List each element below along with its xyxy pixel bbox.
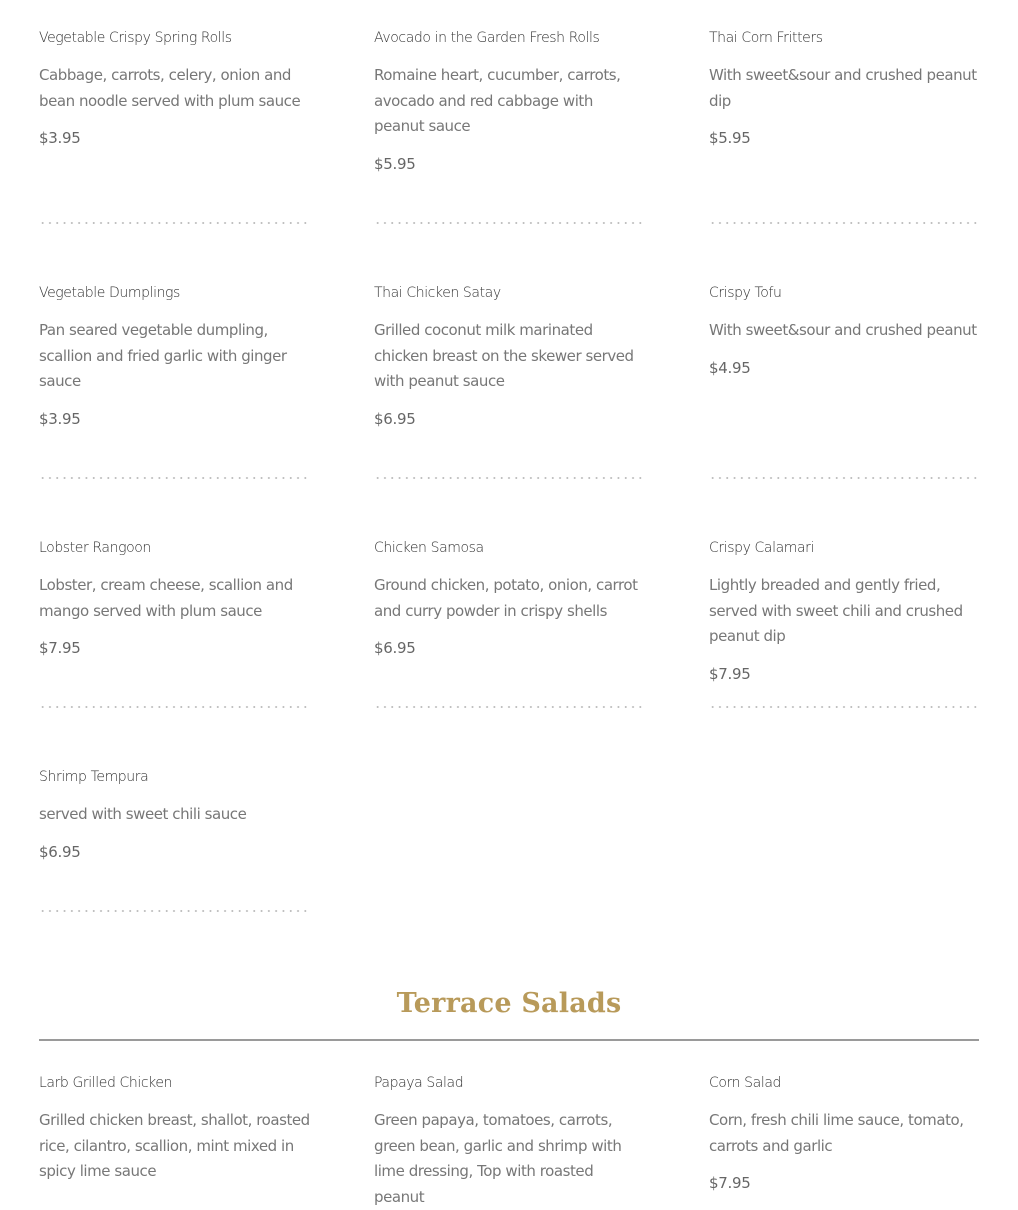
menu-item-description: Lobster, cream cheese, scallion and mango served with plum sauce xyxy=(39,576,293,620)
menu-item xyxy=(39,283,311,429)
menu-item-description: Corn, fresh chili lime sauce, tomato, carrots and garlic xyxy=(709,1111,964,1155)
menu-item-price: $4.95 xyxy=(709,358,751,377)
menu-item-price: $5.95 xyxy=(709,129,751,147)
menu-item-description: Cabbage, carrots, celery, onion and bean noodle served with plum sauce xyxy=(39,66,301,110)
menu-item-name: Crispy Tofu xyxy=(709,285,782,301)
dotted-divider xyxy=(374,477,644,479)
section-title: Terrace Salads xyxy=(396,988,622,1019)
menu-item-description: Green papaya, tomatoes, carrots, green bean, garlic and shrimp with lime dressing, Top with roasted peanut xyxy=(374,1111,622,1206)
menu-item-price: $7.95 xyxy=(709,1174,751,1192)
menu-item-description: With sweet&sour and crushed peanut xyxy=(709,321,977,339)
menu-item xyxy=(709,28,981,148)
menu-item-price: $7.95 xyxy=(39,639,81,657)
menu-item-description: served with sweet chili sauce xyxy=(39,805,247,823)
menu-item xyxy=(374,1073,646,1210)
menu-item xyxy=(39,28,311,148)
menu-item-description: With sweet&sour and crushed peanut dip xyxy=(709,66,977,110)
menu-item-name: Crispy Calamari xyxy=(709,540,815,556)
menu-item-price: $5.95 xyxy=(374,154,416,173)
menu-item xyxy=(709,283,981,378)
menu-item xyxy=(374,283,646,429)
dotted-divider xyxy=(709,706,979,708)
menu-item xyxy=(39,538,311,658)
menu-item-price: $6.95 xyxy=(374,639,416,657)
dotted-divider xyxy=(39,222,309,224)
menu-item-name: Vegetable Dumplings xyxy=(39,285,180,301)
menu-item-description: Lightly breaded and gently fried, served with sweet chili and crushed peanut dip xyxy=(709,576,963,645)
menu-item xyxy=(39,767,311,862)
menu-item-price: $3.95 xyxy=(39,409,81,428)
menu-item-price: $6.95 xyxy=(374,409,416,428)
menu-item-price: $6.95 xyxy=(39,842,81,861)
menu-item-description: Grilled coconut milk marinated chicken breast on the skewer served with peanut sauce xyxy=(374,321,634,390)
menu-item-description: Romaine heart, cucumber, carrots, avocado and red cabbage with peanut sauce xyxy=(374,66,621,135)
menu-item-name: Vegetable Crispy Spring Rolls xyxy=(39,30,232,46)
menu-item-description: Ground chicken, potato, onion, carrot and curry powder in crispy shells xyxy=(374,576,638,620)
dotted-divider xyxy=(374,706,644,708)
menu-item-name: Thai Corn Fritters xyxy=(709,30,823,46)
menu-item-name: Larb Grilled Chicken xyxy=(39,1075,173,1091)
menu-item xyxy=(709,1073,981,1193)
menu-item-description: Grilled chicken breast, shallot, roasted rice, cilantro, scallion, mint mixed in spicy lime sauce xyxy=(39,1111,310,1180)
dotted-divider xyxy=(39,477,309,479)
menu-item xyxy=(709,538,981,684)
menu-item-price: $3.95 xyxy=(39,129,81,147)
menu-item-name: Lobster Rangoon xyxy=(39,540,151,556)
menu-item-name: Avocado in the Garden Fresh Rolls xyxy=(374,30,600,46)
menu-item-description: Pan seared vegetable dumpling, scallion and fried garlic with ginger sauce xyxy=(39,321,287,390)
dotted-divider xyxy=(39,910,309,912)
menu-item xyxy=(39,1073,311,1185)
menu-item-name: Shrimp Tempura xyxy=(39,769,149,785)
menu-item-price: $7.95 xyxy=(709,664,751,683)
menu-item xyxy=(374,538,646,658)
menu-item-name: Thai Chicken Satay xyxy=(374,285,501,301)
menu-item-name: Papaya Salad xyxy=(374,1075,464,1091)
dotted-divider xyxy=(374,222,644,224)
dotted-divider xyxy=(39,706,309,708)
dotted-divider xyxy=(709,222,979,224)
dotted-divider xyxy=(709,477,979,479)
menu-item xyxy=(374,28,646,174)
menu-item-name: Corn Salad xyxy=(709,1075,781,1091)
menu-item-name: Chicken Samosa xyxy=(374,540,484,556)
section-divider xyxy=(39,1039,979,1041)
